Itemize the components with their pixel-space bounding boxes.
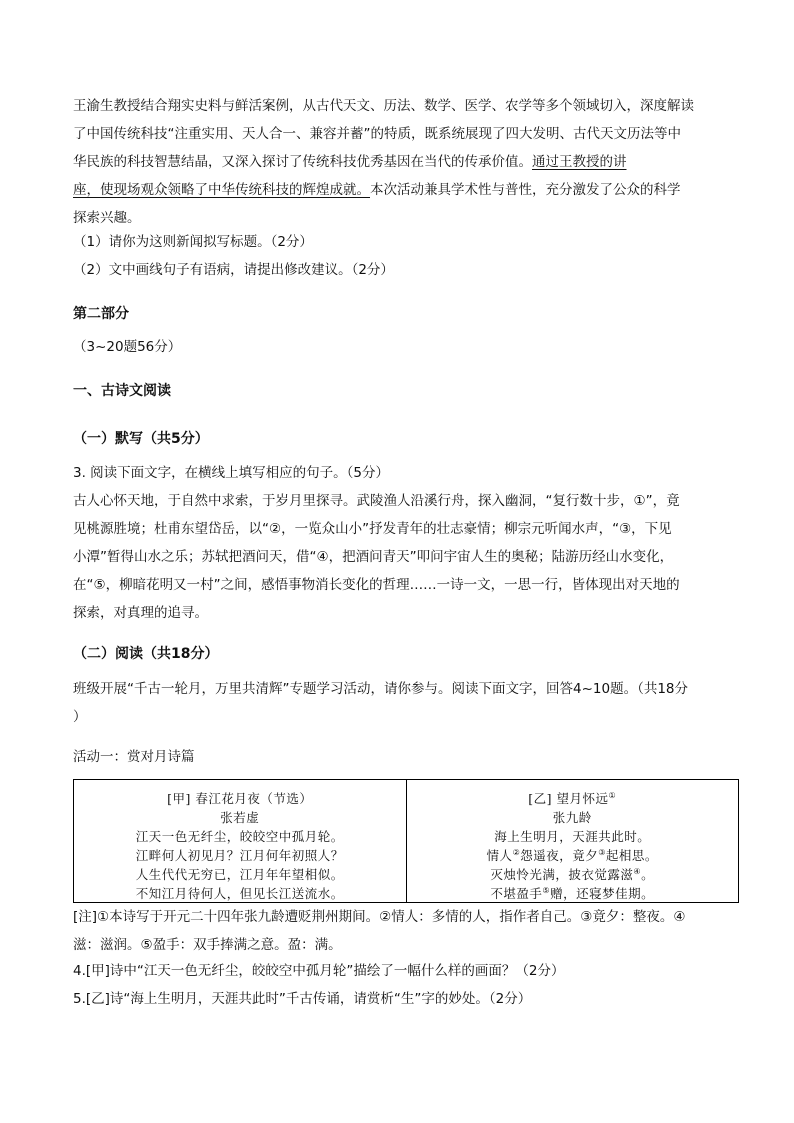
question-3: 3. 阅读下面文字，在横线上填写相应的句子。（5分） 古人心怀天地，于自然中求索，于岁月里探寻。武陵渔人沿溪行舟，探入幽洞，“复行数十步，①”，竟 见桃源胜境；杜甫东望岱岳，以“②，一览众山小”抒发青年的壮志豪情；柳宗元听闻水声，“③，下见 小潭”暂得山水之乐；苏轼把酒问天，借“④，把酒问青天”叩问宇宙人生的奥秘；陆游历经山水变化， 在“⑤，柳暗花明又一村”之间，感悟事物消长变化的哲理……一诗一文，一思一行，皆体现出对天地的 探索，对真理的追寻。 [73, 465, 680, 621]
part2-note: （3~20题56分） [73, 339, 182, 355]
questions-1-2 [73, 228, 721, 284]
underlined-sentence-part1: 通过王教授的讲 [532, 154, 627, 170]
poem-a-title: [甲] 春江花月夜（节选） [167, 791, 313, 806]
poem-notes: [注]①本诗写于开元二十四年张九龄遭贬荆州期间。②情人：多情的人，指作者自己。③竟夕：整夜。④ 滋：滋润。⑤盈手：双手捧满之意。盈：满。 [73, 909, 686, 953]
part2-heading: 第二部分 [73, 306, 129, 322]
poem-a-line: 不知江月待何人，但见长江送流水。 [135, 886, 344, 901]
poem-a-author: 张若虚 [220, 810, 260, 825]
underlined-sentence-part2: 座，使现场观众领略了中华传统科技的辉煌成就。 [73, 182, 370, 198]
activity-title: 活动一：赏对月诗篇 [73, 749, 195, 765]
poem-b-title: [乙] 望月怀远① [528, 790, 617, 806]
section1-heading: 一、古诗文阅读 [73, 383, 171, 399]
poem-a-line: 江畔何人初见月？江月何年初照人？ [135, 848, 344, 863]
question-4: 4.[甲]诗中“江天一色无纤尘，皎皎空中孤月轮”描绘了一幅什么样的画面？（2分） [73, 963, 565, 979]
poem-a-line: 江天一色无纤尘，皎皎空中孤月轮。 [135, 829, 344, 844]
poem-b-author: 张九龄 [552, 810, 592, 825]
poem-b-line: 海上生明月，天涯共此时。 [494, 829, 651, 844]
question-2: （2）文中画线句子有语病，请提出修改建议。（2分） [73, 262, 394, 278]
questions-4-5 [73, 957, 721, 1013]
question-1: （1）请你为这则新闻拟写标题。（2分） [73, 234, 313, 250]
poem-b-line: 灭烛怜光满，披衣觉露滋④。 [490, 866, 655, 882]
sub2-intro: 班级开展“千古一轮月，万里共清辉”专题学习活动，请你参与。阅读下面文字，回答4~10题。（共18分 ） [73, 681, 688, 725]
sub2-heading: （二）阅读（共18分） [73, 646, 219, 662]
poems-table [73, 779, 739, 903]
poem-a [74, 780, 406, 902]
news-paragraph: 王渝生教授结合翔实史料与鲜活案例，从古代天文、历法、数学、医学、农学等多个领域切入，深度解读 了中国传统科技“注重实用、天人合一、兼容并蓄”的特质，既系统展现了四大发明、古代天文历法等中 华民族的科技智慧结晶，又深入探讨了传统科技优秀基因在当代的传承价值。通过王教授的讲 座，使现场观众领略了中华传统科技的辉煌成就。本次活动兼具学术性与普性，充分激发了公众的科学 探索兴趣。 [73, 98, 694, 226]
poem-b-line: 情人②怨遥夜，竟夕③起相思。 [486, 847, 658, 863]
sub1-heading: （一）默写（共5分） [73, 431, 209, 447]
poem-a-line: 人生代代无穷已，江月年年望相似。 [135, 867, 344, 882]
poem-b-line: 不堪盈手⑤赠，还寝梦佳期。 [490, 885, 655, 901]
question-5: 5.[乙]诗“海上生明月，天涯共此时”千古传诵，请赏析“生”字的妙处。（2分） [73, 991, 532, 1007]
poem-b [406, 780, 739, 902]
